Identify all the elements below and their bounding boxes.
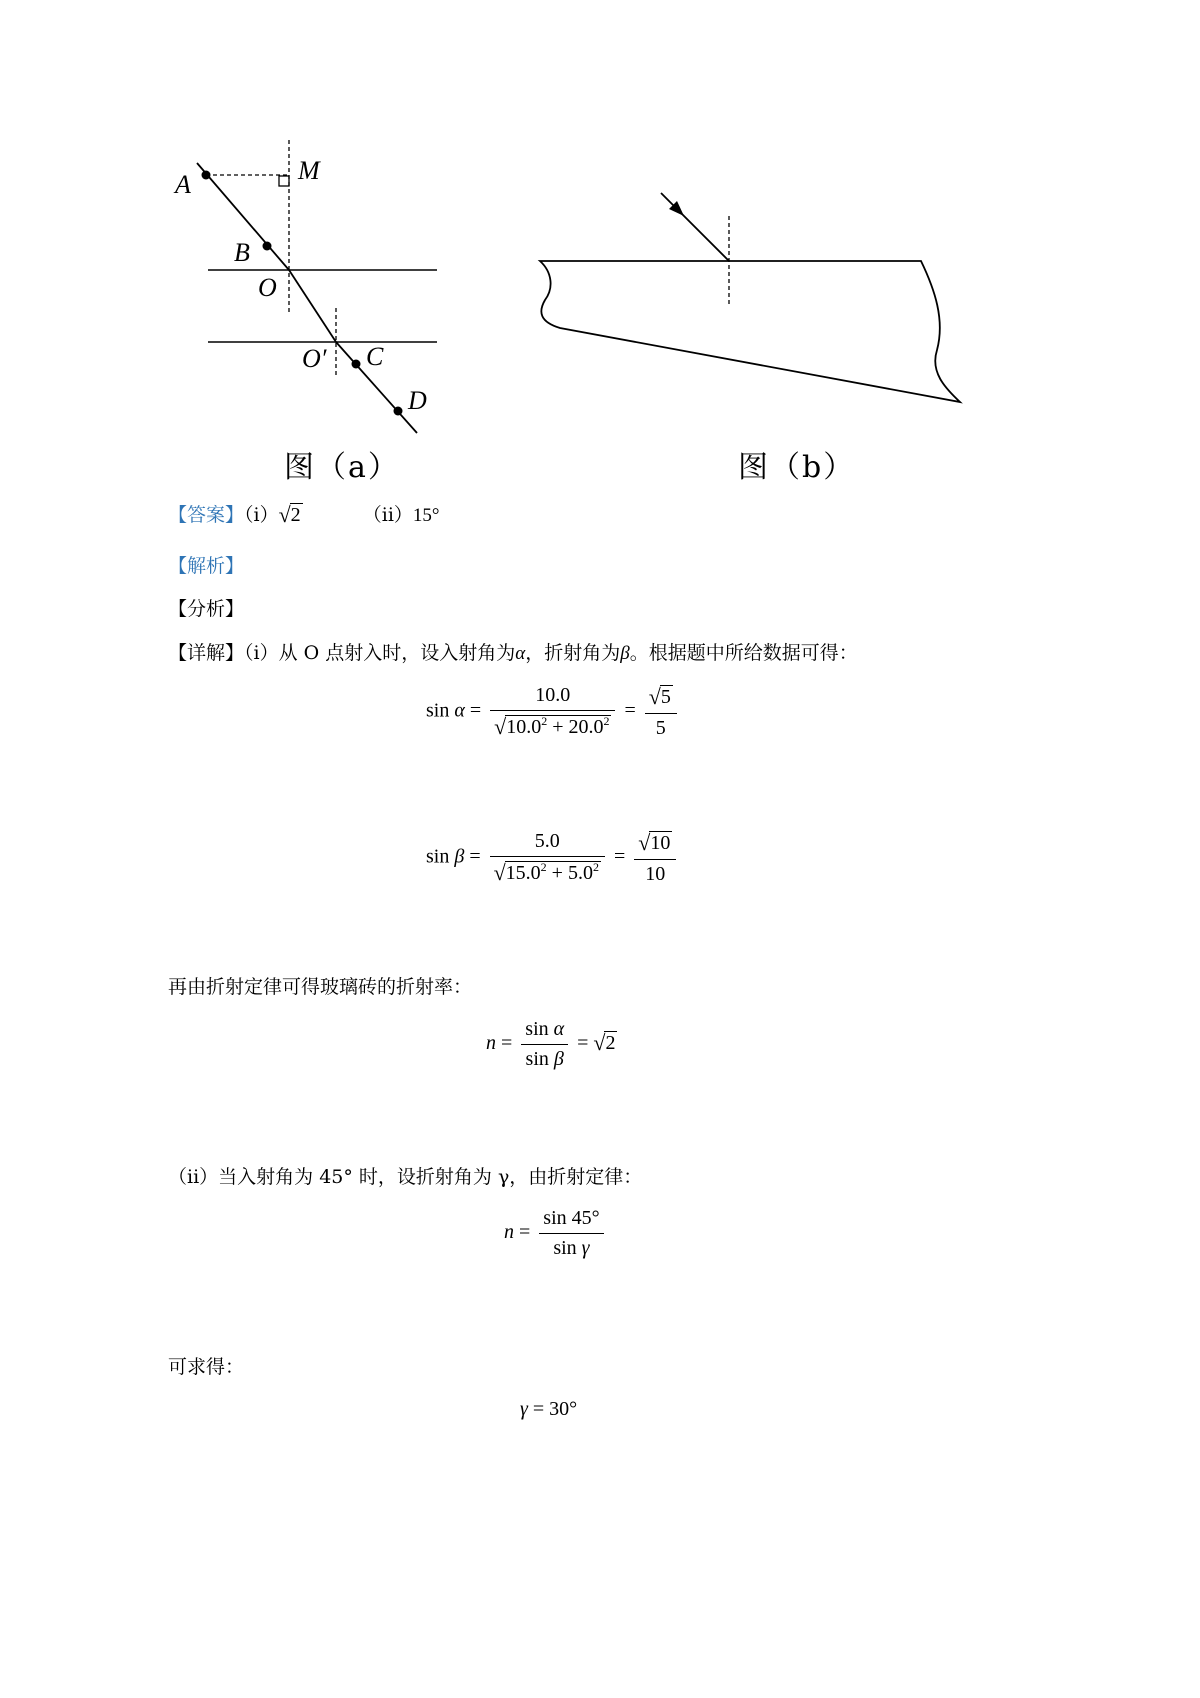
sin-alpha-denominator: √10.0$^2$ + 20.0$^2$ <box>494 714 610 739</box>
n-eq1: = <box>501 1032 513 1055</box>
sin-alpha-eq1: = <box>469 699 482 722</box>
n-eq2: = <box>577 1032 589 1055</box>
sin-beta-denominator: $√15.0^2 + 5.0^2$ <box>493 860 599 885</box>
gamma-var: γ <box>520 1398 528 1420</box>
sin-beta-eq1: = <box>469 845 481 868</box>
point-d <box>394 407 403 416</box>
label-o-prime: O′ <box>302 344 327 373</box>
gamma-val: 30° <box>549 1398 578 1420</box>
detail-beta: β <box>620 643 630 664</box>
fenxi-heading <box>168 594 244 621</box>
label-m: M <box>298 156 320 185</box>
figure-b-diagram <box>520 180 970 410</box>
equation-n <box>486 1018 617 1071</box>
answer-part-i-label: （i） <box>244 504 279 526</box>
equation-sin-alpha <box>426 684 681 740</box>
sin-beta-numerator: 5.0 <box>490 830 605 857</box>
part-ii-text: （ii）当入射角为 45° 时，设折射角为 γ，由折射定律： <box>168 1166 643 1188</box>
detail-intro-mid: ，折射角为 <box>525 642 621 664</box>
n-lhs: n <box>486 1032 496 1055</box>
equation-sin-beta <box>426 830 680 886</box>
sin-beta-fn: sin <box>426 845 450 868</box>
sin-beta-fraction <box>490 830 605 886</box>
label-c: C <box>366 342 384 371</box>
equation-gamma <box>520 1398 577 1421</box>
gamma-eq: = <box>532 1398 545 1420</box>
sin-alpha-fn: sin <box>426 699 450 722</box>
glass-block-outline <box>540 261 960 402</box>
refracted-ray <box>289 270 336 342</box>
fenxi-tag: 【分析】 <box>168 598 245 620</box>
label-b: B <box>234 238 250 267</box>
n-fraction: $\frac{\text{sin α}}{\text{sin β}}$ <box>521 1018 568 1071</box>
n2-eq1: = <box>519 1221 531 1244</box>
answer-part-ii-value: 15° <box>412 505 440 526</box>
sin-beta-result: $\frac{√10}{10}$ <box>634 830 676 886</box>
figure-b-caption: 图（b） <box>738 450 856 485</box>
law-text: 再由折射定律可得玻璃砖的折射率： <box>168 976 473 998</box>
jiexi-heading <box>168 551 244 578</box>
detail-line <box>168 638 858 665</box>
sin-alpha-numerator: 10.0 <box>490 684 615 711</box>
sin-alpha-result: $\frac{√5}{5}$ <box>645 684 677 740</box>
detail-intro-i: （i）从 O 点射入时，设入射角为 <box>244 642 516 664</box>
sin-alpha-fraction <box>490 684 615 740</box>
point-b <box>263 242 272 251</box>
detail-intro-end: 。根据题中所给数据可得： <box>629 642 858 664</box>
detail-tag: 【详解】 <box>168 642 245 664</box>
sin-beta-eq2: = <box>613 845 626 868</box>
jiexi-tag: 【解析】 <box>168 555 245 577</box>
n-result: √2 <box>593 1030 616 1056</box>
label-d: D <box>408 386 427 415</box>
answer-line <box>168 500 440 528</box>
right-angle-marker <box>279 176 289 186</box>
solve-text: 可求得： <box>168 1356 245 1378</box>
label-a: A <box>175 170 191 199</box>
sin-alpha-var: α <box>454 699 465 722</box>
equation-n2 <box>504 1207 608 1260</box>
sin-alpha-eq2: = <box>624 699 636 722</box>
sin-beta-var: β <box>454 845 465 868</box>
n2-lhs: n <box>504 1221 514 1244</box>
answer-part-i-value: √2 <box>278 502 301 527</box>
point-a <box>202 171 211 180</box>
answer-tag: 【答案】 <box>168 504 245 526</box>
figure-a-caption: 图（a） <box>284 450 400 485</box>
point-c <box>352 360 361 369</box>
answer-part-i-radicand: 2 <box>290 504 301 526</box>
detail-alpha: α <box>515 643 526 664</box>
label-o: O <box>258 273 277 302</box>
answer-part-ii-label: （ii） <box>362 504 413 526</box>
n2-fraction: $\frac{\sin 45^\circ}{\text{sin γ}}$ <box>539 1207 603 1260</box>
incident-ray-b <box>661 193 729 261</box>
